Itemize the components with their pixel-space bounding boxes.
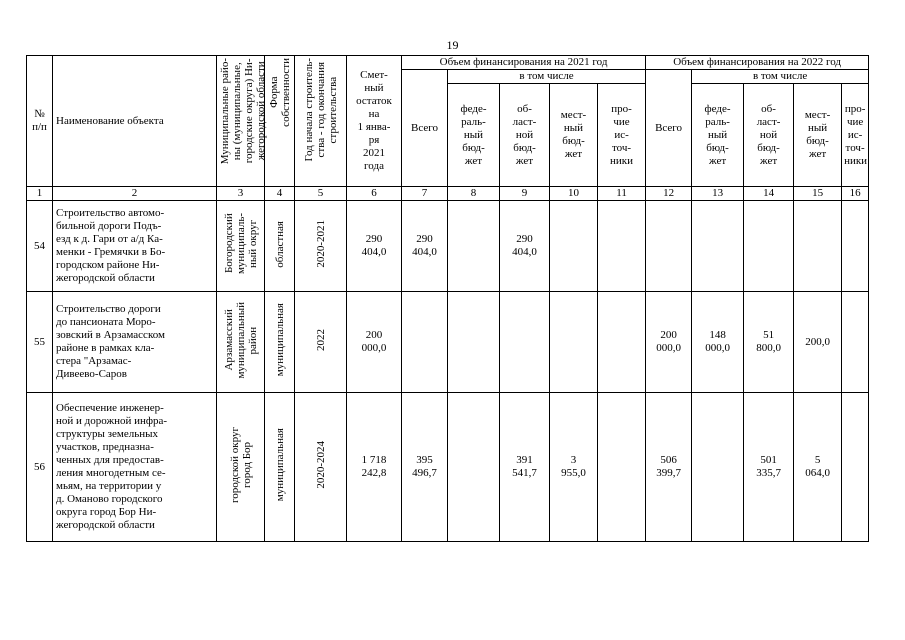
header-total-2022: Всего xyxy=(646,70,692,187)
column-number: 2 xyxy=(53,187,217,201)
header-object-name: Наименование объекта xyxy=(53,56,217,187)
header-balance: Смет- ный остаток на 1 янва- ря 2021 года xyxy=(347,56,402,187)
column-number: 3 xyxy=(217,187,265,201)
header-federal-2021: феде- раль- ный бюд- жет xyxy=(448,84,500,187)
header-including-2021: в том числе xyxy=(448,70,646,84)
object-name: Строительство автомо- бильной дороги Подъ- езд к д. Гари от а/д Ка- менки - Гремячки в Бо- городском районе Ни- жегородской области xyxy=(53,201,217,292)
local-2021 xyxy=(550,201,598,292)
regional-2021 xyxy=(500,292,550,393)
ownership: областная xyxy=(265,201,295,292)
regional-2022: 51 800,0 xyxy=(744,292,794,393)
federal-2021 xyxy=(448,201,500,292)
ownership: муниципальная xyxy=(265,393,295,542)
header-regional-2022: об- ласт- ной бюд- жет xyxy=(744,84,794,187)
column-number: 11 xyxy=(598,187,646,201)
regional-2022 xyxy=(744,201,794,292)
federal-2022: 148 000,0 xyxy=(692,292,744,393)
header-ownership: Форма собственности xyxy=(265,56,295,187)
total-2021: 395 496,7 xyxy=(402,393,448,542)
header-total-2021: Всего xyxy=(402,70,448,187)
other-2022 xyxy=(842,201,869,292)
other-2021 xyxy=(598,393,646,542)
total-2021: 290 404,0 xyxy=(402,201,448,292)
other-2022 xyxy=(842,292,869,393)
district: Арзамасский муниципальный район xyxy=(217,292,265,393)
header-financing-2022: Объем финансирования на 2022 год xyxy=(646,56,869,70)
column-number: 15 xyxy=(794,187,842,201)
federal-2022 xyxy=(692,201,744,292)
column-number: 10 xyxy=(550,187,598,201)
other-2021 xyxy=(598,201,646,292)
construction-years: 2020-2024 xyxy=(295,393,347,542)
other-2022 xyxy=(842,393,869,542)
local-2022: 200,0 xyxy=(794,292,842,393)
table-row xyxy=(27,201,869,292)
header-regional-2021: об- ласт- ной бюд- жет xyxy=(500,84,550,187)
district: Богородский муниципаль- ный округ xyxy=(217,201,265,292)
local-2021: 3 955,0 xyxy=(550,393,598,542)
district: городской округ город Бор xyxy=(217,393,265,542)
object-name: Обеспечение инженер- ной и дорожной инфра- структуры земельных участков, предназна- ченных для предостав- ления многодетным се- мьям, на территории у д. Оманово городского округа город Бор Ни- жегородской области xyxy=(53,393,217,542)
local-2022: 5 064,0 xyxy=(794,393,842,542)
header-federal-2022: феде- раль- ный бюд- жет xyxy=(692,84,744,187)
table-row xyxy=(27,292,869,393)
ownership: муниципальная xyxy=(265,292,295,393)
estimated-balance: 290 404,0 xyxy=(347,201,402,292)
header-years: Год начала строитель- ства - год окончания строительства xyxy=(295,56,347,187)
column-number: 7 xyxy=(402,187,448,201)
column-numbers-row xyxy=(27,187,869,201)
column-number: 13 xyxy=(692,187,744,201)
column-number: 8 xyxy=(448,187,500,201)
header-num: № п/п xyxy=(27,56,53,187)
regional-2021: 290 404,0 xyxy=(500,201,550,292)
header-including-2022: в том числе xyxy=(692,70,869,84)
financing-table xyxy=(26,55,869,542)
total-2022: 200 000,0 xyxy=(646,292,692,393)
estimated-balance: 1 718 242,8 xyxy=(347,393,402,542)
object-name: Строительство дороги до пансионата Моро- зовский в Арзамасском районе в рамках кла- стера "Арзамас- Дивеево-Саров xyxy=(53,292,217,393)
other-2021 xyxy=(598,292,646,393)
regional-2021: 391 541,7 xyxy=(500,393,550,542)
header-financing-2021: Объем финансирования на 2021 год xyxy=(402,56,646,70)
total-2022 xyxy=(646,201,692,292)
column-number: 1 xyxy=(27,187,53,201)
header-other-2022: про- чие ис- точ- ники xyxy=(842,84,869,187)
construction-years: 2022 xyxy=(295,292,347,393)
table-row xyxy=(27,393,869,542)
column-number: 5 xyxy=(295,187,347,201)
local-2021 xyxy=(550,292,598,393)
federal-2021 xyxy=(448,393,500,542)
column-number: 6 xyxy=(347,187,402,201)
total-2021 xyxy=(402,292,448,393)
federal-2022 xyxy=(692,393,744,542)
local-2022 xyxy=(794,201,842,292)
estimated-balance: 200 000,0 xyxy=(347,292,402,393)
column-number: 16 xyxy=(842,187,869,201)
page-number: 19 xyxy=(446,38,459,52)
column-number: 9 xyxy=(500,187,550,201)
row-number: 54 xyxy=(27,201,53,292)
header-local-2022: мест- ный бюд- жет xyxy=(794,84,842,187)
header-district: Муниципальные райо- ны (муниципальные, городские округа) Ни- жегородской области xyxy=(217,56,265,187)
construction-years: 2020-2021 xyxy=(295,201,347,292)
header-local-2021: мест- ный бюд- жет xyxy=(550,84,598,187)
row-number: 55 xyxy=(27,292,53,393)
column-number: 4 xyxy=(265,187,295,201)
column-number: 14 xyxy=(744,187,794,201)
header-other-2021: про- чие ис- точ- ники xyxy=(598,84,646,187)
row-number: 56 xyxy=(27,393,53,542)
total-2022: 506 399,7 xyxy=(646,393,692,542)
header-row-1 xyxy=(27,56,869,70)
column-number: 12 xyxy=(646,187,692,201)
regional-2022: 501 335,7 xyxy=(744,393,794,542)
federal-2021 xyxy=(448,292,500,393)
